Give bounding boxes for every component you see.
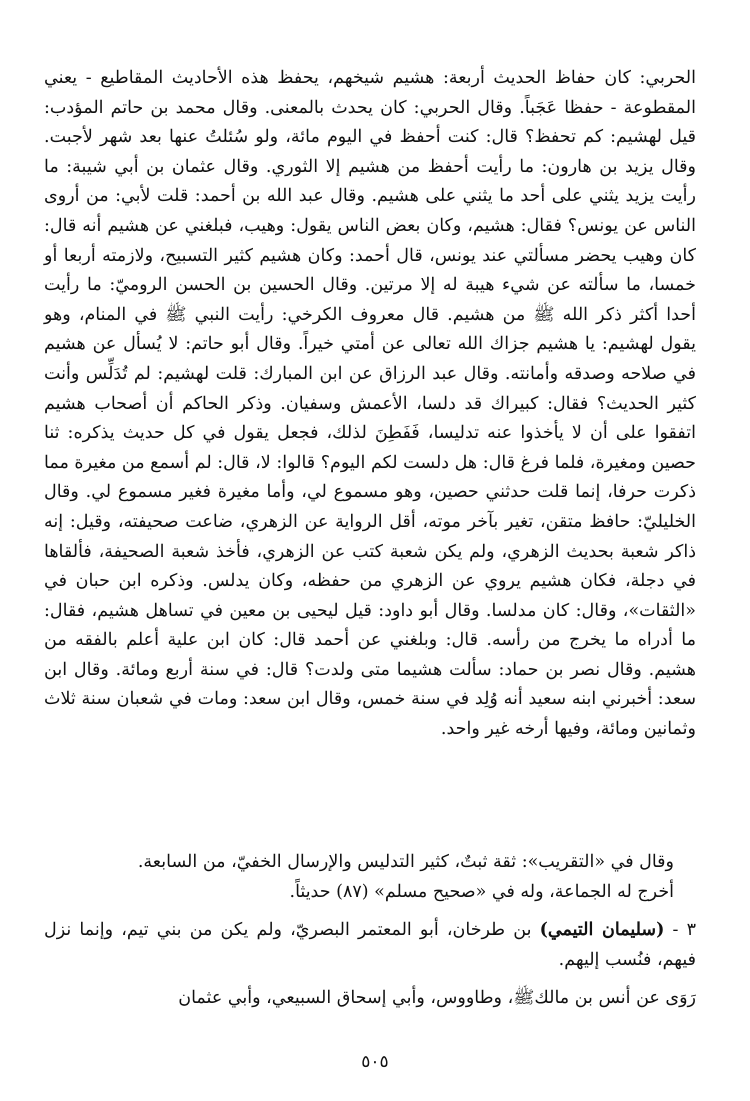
takrib-grading: وقال في «التقريب»: ثقة ثبتٌ، كثير التدليس والإرسال الخفيّ، من السابعة. [137, 852, 674, 872]
narrator-name: (سليمان التيمي) [539, 920, 665, 940]
narrator-heading-paragraph [44, 915, 696, 975]
biography-body [44, 64, 696, 745]
entry-number: ٣ - [664, 920, 696, 940]
biography-paragraph: الحربي: كان حفاظ الحديث أربعة: هشيم شيخهم، يحفظ هذه الأحاديث المقاطيع - يعني المقطوعة - حفظا عَجَباً. وقال الحربي: كان يحدث بالمعنى. وقال محمد بن حاتم المؤدب: قيل لهشيم: كم تحفظ؟ قال: كنت أحفظ في اليوم مائة، ولو سُئلتُ عنها بعد شهر لأجبت. وقال يزيد بن هارون: ما رأيت أحفظ من هشيم إلا الثوري. وقال عثمان بن أبي شيبة: ما رأيت يزيد يثني على أحد ما يثني على هشيم. وقال عبد الله بن أحمد: قلت لأبي: من أروى الناس عن يونس؟ فقال: هشيم، وكان بعض الناس يقول: وهيب، فبلغني عن هشيم أنه قال: كان وهيب يحضر مسألتي عند يونس، قال أحمد: وكان هشيم كثير التسبيح، ولازمته أربعا أو خمسا، ما سألته عن شيء هيبة له إلا مرتين. وقال الحسين بن الحسن الروميّ: ما رأيت أحدا أكثر ذكر الله ﷺ من هشيم. قال معروف الكرخي: رأيت النبي ﷺ في المنام، وهو يقول لهشيم: يا هشيم جزاك الله تعالى عن أمتي خيراً. وقال أبو حاتم: لا يُسأل عن هشيم في صلاحه وصدقه وأمانته. وقال عبد الرزاق عن ابن المبارك: قلت لهشيم: لم تُدَلِّس وأنت كثير الحديث؟ فقال: كبيراك قد دلسا، الأعمش وسفيان. وذكر الحاكم أن أصحاب هشيم اتفقوا على أن لا يأخذوا عنه تدليسا، فَفَطِنَ لذلك، فجعل يقول في كل حديث يذكره: ثنا حصين ومغيرة، فلما فرغ قال: هل دلست لكم اليوم؟ قالوا: لا، قال: لم أسمع من مغيرة مما ذكرت حرفا، إنما قلت حدثني حصين، وهو مسموع لي، وأما مغيرة فغير مسموع لي. وقال الخليليّ: حافظ متقن، تغير بآخر موته، أقل الرواية عن الزهري، ضاعت صحيفته، وقيل: إنه ذاكر شعبة بحديث الزهري، ولم يكن شعبة كتب عن الزهري، فأخذ شعبة الصحيفة، فألقاها في دجلة، فكان هشيم يروي عن الزهري من حفظه، وكان يدلس. وذكره ابن حبان في «الثقات»، وقال: كان مدلسا. وقال أبو داود: قيل ليحيى بن معين في تساهل هشيم، فقال: ما أدراه ما يخرج من رأسه. قال: وبلغني عن أحمد قال: كان ابن علية أعلم بالفقه من هشيم. وقال نصر بن حماد: سألت هشيما متى ولدت؟ قال: في سنة أربع ومائة. وقال ابن سعد: أخبرني ابنه سعيد أنه وُلِد في سنة خمس، وقال ابن سعد: ومات في شعبان سنة ثلاث وثمانين ومائة، وفيها أرخه غير واحد. [44, 68, 696, 740]
narrator-entry [44, 915, 696, 1021]
takrib-notes [44, 847, 674, 907]
narrator-teachers: رَوَى عن أنس بن مالكﷺ، وطاووس، وأبي إسحاق السبيعي، وأبي عثمان [178, 988, 696, 1008]
page-number: ٥٠٥ [361, 1052, 389, 1072]
narrator-lineage: بن طرخان، أبو المعتمر البصريّ، ولم يكن من بني تيم، وإنما نزل فيهم، فنُسب إليهم. [44, 920, 696, 970]
takrib-muslim-count: أخرج له الجماعة، وله في «صحيح مسلم» (٨٧) حديثاً. [289, 882, 674, 902]
